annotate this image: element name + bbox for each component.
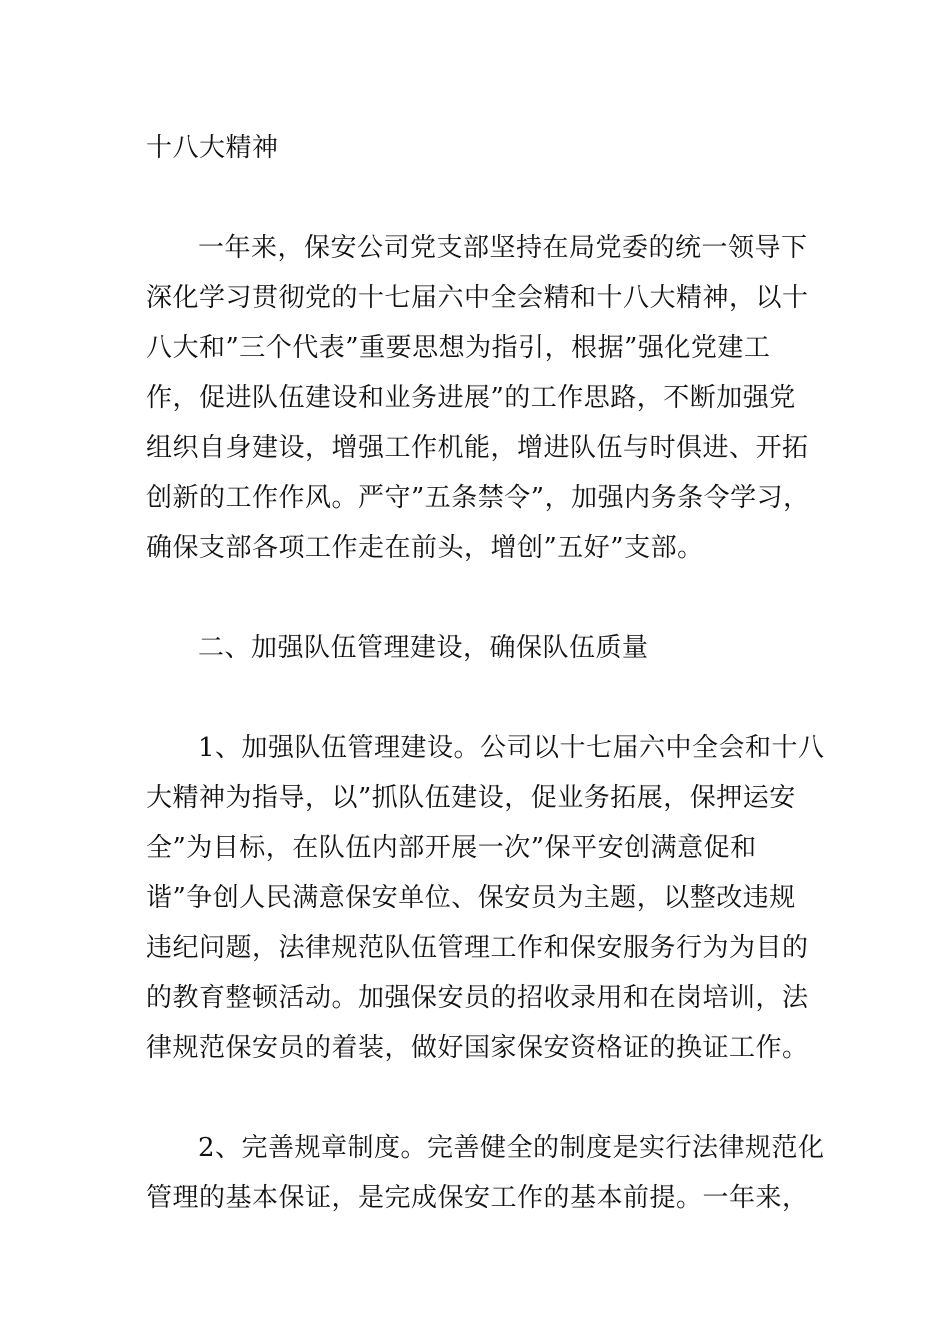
- paragraph-line: 作，促进队伍建设和业务进展”的工作思路，不断加强党: [146, 383, 796, 413]
- paragraph-line: 确保支部各项工作走在前头，增创”五好”支部。: [146, 533, 704, 563]
- paragraph-line: 违纪问题，法律规范队伍管理工作和保安服务行为为目的: [146, 933, 809, 963]
- heading-fragment: 十八大精神: [146, 133, 279, 163]
- paragraph-line: 深化学习贯彻党的十七届六中全会精和十八大精神，以十: [146, 283, 809, 313]
- section-heading: 二、加强队伍管理建设，确保队伍质量: [198, 633, 649, 663]
- paragraph-line: 管理的基本保证，是完成保安工作的基本前提。一年来，: [146, 1183, 809, 1213]
- paragraph-line: 1、加强队伍管理建设。公司以十七届六中全会和十八: [198, 733, 825, 763]
- paragraph-line: 2、完善规章制度。完善健全的制度是实行法律规范化: [198, 1133, 825, 1163]
- paragraph-line: 全”为目标，在队伍内部开展一次”保平安创满意促和: [146, 833, 757, 863]
- paragraph-line: 八大和”三个代表”重要思想为指引，根据”强化党建工: [146, 333, 771, 363]
- paragraph-line: 的教育整顿活动。加强保安员的招收录用和在岗培训，法: [146, 983, 809, 1013]
- paragraph-line: 谐”争创人民满意保安单位、保安员为主题，以整改违规: [146, 883, 796, 913]
- paragraph-line: 律规范保安员的着装，做好国家保安资格证的换证工作。: [146, 1033, 809, 1063]
- paragraph-line: 一年来，保安公司党支部坚持在局党委的统一领导下: [198, 233, 808, 263]
- paragraph-line: 创新的工作作风。严守”五条禁令”，加强内务条令学习，: [146, 483, 810, 513]
- paragraph-line: 大精神为指导，以”抓队伍建设，促业务拓展，保押运安: [146, 783, 796, 813]
- paragraph-line: 组织自身建设，增强工作机能，增进队伍与时俱进、开拓: [146, 433, 809, 463]
